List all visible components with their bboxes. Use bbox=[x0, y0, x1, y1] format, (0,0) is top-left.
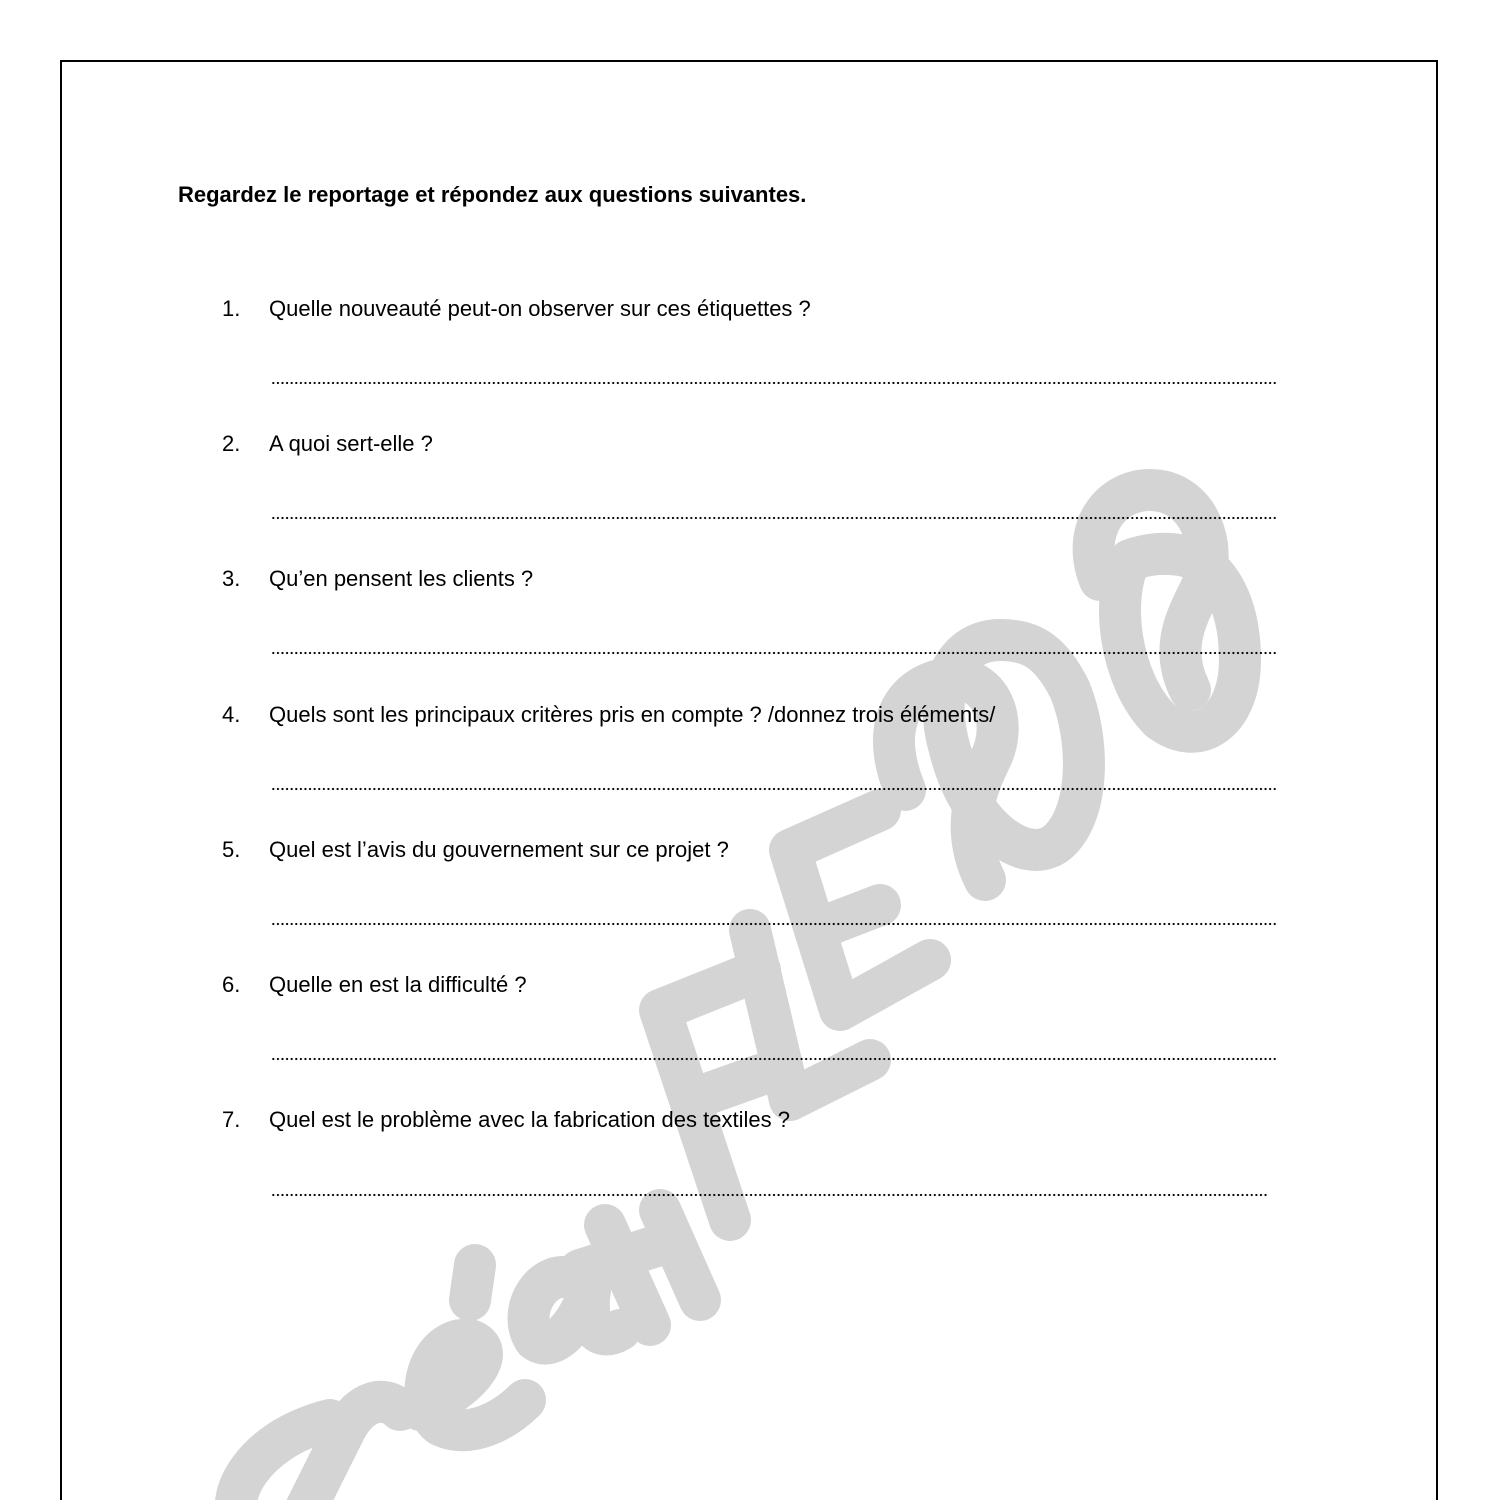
question-4 bbox=[0, 702, 1500, 732]
question-1 bbox=[0, 296, 1500, 326]
answer-line-7[interactable] bbox=[271, 1193, 1268, 1197]
question-2 bbox=[0, 431, 1500, 461]
instruction-heading: Regardez le reportage et répondez aux questions suivantes. bbox=[178, 182, 807, 207]
question-7 bbox=[0, 1107, 1500, 1137]
question-number: 6. bbox=[222, 972, 241, 997]
question-number: 3. bbox=[222, 566, 241, 591]
question-text: A quoi sert-elle ? bbox=[269, 431, 433, 456]
question-6 bbox=[0, 972, 1500, 1002]
question-3 bbox=[0, 566, 1500, 596]
answer-line-5[interactable] bbox=[271, 922, 1276, 926]
question-5 bbox=[0, 837, 1500, 867]
question-text: Quelle nouveauté peut-on observer sur ces étiquettes ? bbox=[269, 296, 811, 321]
page-border bbox=[60, 60, 1438, 1500]
question-number: 4. bbox=[222, 702, 241, 727]
question-number: 1. bbox=[222, 296, 241, 321]
question-number: 5. bbox=[222, 837, 241, 862]
question-text: Quels sont les principaux critères pris en compte ? /donnez trois éléments/ bbox=[269, 702, 996, 727]
question-text: Quel est l’avis du gouvernement sur ce projet ? bbox=[269, 837, 729, 862]
question-number: 2. bbox=[222, 431, 241, 456]
question-text: Qu’en pensent les clients ? bbox=[269, 566, 534, 591]
answer-line-1[interactable] bbox=[271, 381, 1276, 385]
answer-line-2[interactable] bbox=[271, 516, 1276, 520]
answer-line-3[interactable] bbox=[271, 651, 1276, 655]
answer-line-4[interactable] bbox=[271, 787, 1276, 791]
answer-line-6[interactable] bbox=[271, 1057, 1276, 1061]
question-text: Quelle en est la difficulté ? bbox=[269, 972, 527, 997]
question-text: Quel est le problème avec la fabrication des textiles ? bbox=[269, 1107, 790, 1132]
question-number: 7. bbox=[222, 1107, 241, 1132]
